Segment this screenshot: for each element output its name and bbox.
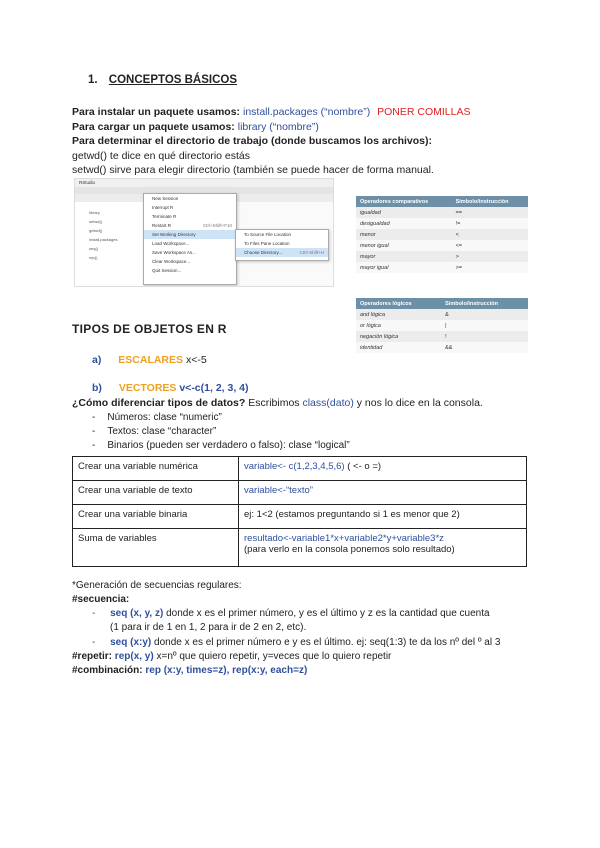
list-item: - Textos: clase “character”: [92, 426, 217, 437]
combination-line: [72, 665, 307, 676]
value-code: variable<- c(1,2,3,4,5,6): [244, 461, 345, 472]
section-number: 1.: [88, 74, 98, 86]
table-row: [356, 229, 528, 240]
list-item-text: Textos: clase “character”: [107, 426, 217, 437]
scalars-item: [92, 354, 207, 366]
operator-symbol: |: [441, 320, 528, 331]
row-value: [239, 457, 527, 481]
vectors-label: VECTORES: [118, 382, 177, 394]
types-question-text: Escribimos: [248, 397, 300, 409]
library-label: Para cargar un paquete usamos:: [72, 121, 235, 133]
getwd-line: getwd() te dice en qué directorio estás: [72, 150, 251, 162]
install-label: Para instalar un paquete usamos:: [72, 106, 241, 118]
list-item: - Binarios (pueden ser verdadero o falso): clase “logical”: [92, 440, 350, 451]
list-item-text: Binarios (pueden ser verdadero o falso): clase “logical”: [107, 440, 350, 451]
table-row: [73, 529, 527, 567]
sequences-title: *Generación de secuencias regulares:: [72, 580, 242, 591]
comparison-operators-table: [356, 196, 528, 273]
table-header-row: [356, 298, 528, 309]
vectors-example: v<-c(1, 2, 3, 4): [179, 382, 249, 394]
operator-symbol: <=: [452, 240, 528, 251]
class-function: class(dato): [302, 397, 354, 409]
seq-text: donde x es el primer número, y es el último y z es la cantidad que cuenta: [166, 608, 490, 619]
menu-item-working-directory[interactable]: Set Working Directory: [144, 230, 236, 239]
table-header-row: [356, 196, 528, 207]
operator-name: and lógica: [356, 309, 441, 320]
list-item: - seq (x:y) donde x es el primer número e y es el último. ej: seq(1:3) te da los nº del º al 3: [92, 637, 501, 648]
install-note: PONER COMILLAS: [377, 106, 471, 118]
rstudio-screenshot: [74, 178, 334, 287]
submenu-item[interactable]: To Files Pane Location: [244, 241, 290, 246]
operator-name: mayor igual: [356, 262, 452, 273]
vectors-item: [92, 382, 249, 394]
operator-name: igualdad: [356, 207, 452, 218]
menu-item[interactable]: Interrupt R: [152, 205, 174, 210]
section-title: CONCEPTOS BÁSICOS: [108, 74, 238, 86]
list-item-text: Números: clase “numeric”: [107, 412, 222, 423]
submenu-item-label: Choose Directory...: [244, 250, 283, 255]
operator-name: menor: [356, 229, 452, 240]
row-label: Crear una variable numérica: [73, 457, 239, 481]
table-row: [73, 505, 527, 529]
table-header: Operadores lógicos: [356, 298, 441, 309]
value-note: ( <- o =): [347, 461, 382, 472]
menu-item[interactable]: New Session: [152, 196, 179, 201]
table-row: [356, 218, 528, 229]
value-note: (para verlo en la consola ponemos solo resultado): [244, 544, 455, 555]
row-value: [239, 529, 527, 567]
table-row: [356, 251, 528, 262]
seq-code: seq (x, y, z): [110, 608, 164, 619]
table-row: [356, 240, 528, 251]
types-question-end: y nos lo dice en la consola.: [356, 397, 483, 409]
table-row: [356, 342, 528, 353]
row-value: [239, 505, 527, 529]
list-item: - seq (x, y, z) donde x es el primer número, y es el último y z es la cantidad que cuenta: [92, 608, 490, 619]
install-line: [72, 106, 470, 118]
operator-symbol: !: [441, 331, 528, 342]
setwd-line: setwd() sirve para elegir directorio (también se puede hacer de forma manual.: [72, 164, 434, 176]
install-code: install.packages (“nombre”): [242, 106, 371, 118]
scalars-label: ESCALARES: [118, 354, 184, 366]
repeat-text: x=nº que quiero repetir, y=veces que lo quiero repetir: [156, 651, 392, 662]
menu-item[interactable]: Load Workspace...: [152, 241, 190, 246]
object-types-heading: TIPOS DE OBJETOS EN R: [72, 322, 227, 336]
operator-name: menor igual: [356, 240, 452, 251]
code-line: seq(): [89, 246, 99, 251]
table-header: Operadores comparativos: [356, 196, 452, 207]
menu-item[interactable]: Clear Workspace...: [152, 259, 191, 264]
value-note: ej: 1<2 (estamos preguntando si 1 es menor que 2): [244, 509, 460, 520]
library-line: [72, 121, 319, 133]
table-row: [73, 481, 527, 505]
table-header: Símbolo/instrucción: [452, 196, 528, 207]
seq-text-continued: (1 para ir de 1 en 1, 2 para ir de 2 en 2, etc).: [110, 622, 307, 633]
table-row: [356, 320, 528, 331]
combination-code: rep (x:y, times=z), rep(x:y, each=z): [145, 665, 308, 676]
operator-symbol: >=: [452, 262, 528, 273]
menu-item[interactable]: Save Workspace As...: [152, 250, 196, 255]
section-heading: [88, 74, 237, 86]
types-question-label: ¿Cómo diferenciar tipos de datos?: [72, 397, 246, 409]
value-code: variable<-“texto”: [244, 485, 313, 496]
submenu-shortcut: Ctrl+Shift+H: [299, 250, 324, 255]
operator-symbol: >: [452, 251, 528, 262]
variables-table: [72, 456, 527, 567]
table-row: [356, 331, 528, 342]
menu-item[interactable]: Terminate R: [152, 214, 177, 219]
submenu-item[interactable]: To Source File Location: [244, 232, 292, 237]
seq-text: donde x es el primer número e y es el último. ej: seq(1:3) te da los nº del º al 3: [154, 637, 501, 648]
menu-item[interactable]: Quit Session...: [152, 268, 182, 273]
row-label: Suma de variables: [73, 529, 239, 567]
repeat-line: [72, 651, 391, 662]
operator-name: or lógica: [356, 320, 441, 331]
session-menu: [143, 193, 237, 285]
operator-name: identidad: [356, 342, 441, 353]
item-marker: b): [92, 382, 102, 394]
row-label: Crear una variable binaria: [73, 505, 239, 529]
operator-name: mayor: [356, 251, 452, 262]
menu-item[interactable]: [144, 221, 236, 230]
table-header: Símbolo/instrucción: [441, 298, 528, 309]
table-row: [356, 309, 528, 320]
library-code: library (“nombre”): [237, 121, 319, 133]
code-line: setwd(): [89, 219, 103, 224]
table-row: [356, 207, 528, 218]
operator-symbol: !=: [452, 218, 528, 229]
scalars-example: x<-5: [185, 354, 207, 366]
seq-code: seq (x:y): [110, 637, 152, 648]
working-directory-submenu: [235, 229, 329, 261]
directory-line: Para determinar el directorio de trabajo (donde buscamos los archivos):: [72, 135, 433, 147]
code-line: getwd(): [89, 228, 103, 233]
logical-operators-table: [356, 298, 528, 353]
operator-symbol: &: [441, 309, 528, 320]
row-label: Crear una variable de texto: [73, 481, 239, 505]
list-item: - Números: clase “numeric”: [92, 412, 222, 423]
operator-name: negación lógica: [356, 331, 441, 342]
rstudio-title: RStudio: [79, 180, 96, 185]
operator-name: desigualdad: [356, 218, 452, 229]
repeat-code: rep(x, y): [114, 651, 154, 662]
code-line: library: [89, 210, 100, 215]
types-question: [72, 397, 483, 409]
row-value: [239, 481, 527, 505]
value-code: resultado<-variable1*x+variable2*y+variable3*z: [244, 533, 444, 544]
operator-symbol: ==: [452, 207, 528, 218]
table-row: [356, 262, 528, 273]
repeat-heading: #repetir:: [72, 651, 113, 662]
operator-symbol: &&: [441, 342, 528, 353]
operator-symbol: <: [452, 229, 528, 240]
combination-heading: #combinación:: [72, 665, 143, 676]
menu-shortcut: Ctrl+Shift+F10: [202, 223, 232, 228]
code-line: install.packages: [89, 237, 118, 242]
submenu-item-choose-directory[interactable]: [236, 248, 328, 257]
item-marker: a): [92, 354, 102, 366]
table-row: [73, 457, 527, 481]
sequence-heading: #secuencia:: [72, 594, 130, 605]
code-line: rep(): [89, 255, 98, 260]
menu-item-label: Restart R: [152, 223, 172, 228]
